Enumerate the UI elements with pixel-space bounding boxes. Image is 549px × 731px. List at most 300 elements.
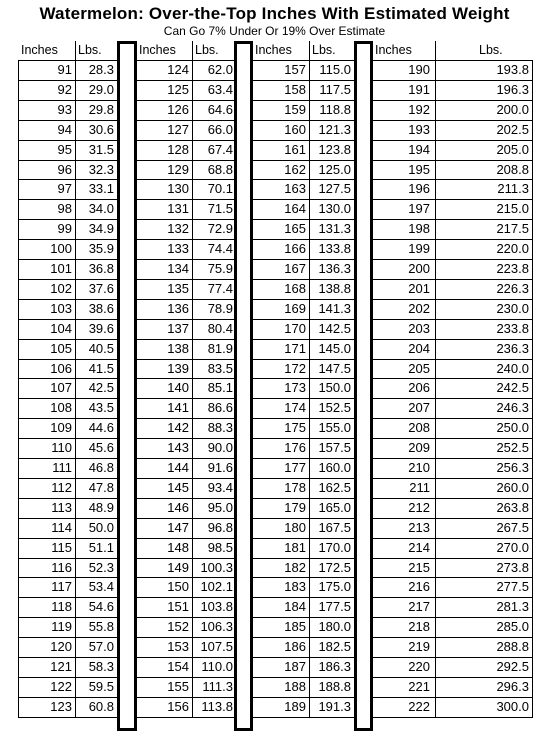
- cell-lbs: 223.8: [496, 261, 529, 276]
- cell-inches: 179: [284, 499, 306, 515]
- grid-line-horizontal: [372, 637, 533, 638]
- cell-lbs: 106.3: [200, 619, 233, 635]
- grid-line-horizontal: [18, 259, 118, 260]
- grid-line-horizontal: [136, 339, 237, 340]
- cell-lbs: 220.0: [496, 241, 529, 257]
- grid-line-horizontal: [372, 478, 533, 479]
- grid-line-horizontal: [372, 339, 533, 340]
- cell-lbs: 208.8: [496, 161, 529, 177]
- grid-line-horizontal: [252, 80, 355, 81]
- grid-line-vertical: [75, 41, 76, 60]
- cell-lbs: 117.5: [319, 81, 351, 97]
- grid-line-horizontal: [252, 160, 355, 161]
- cell-lbs: 100.3: [200, 559, 233, 575]
- cell-inches: 161: [284, 141, 306, 157]
- grid-line-horizontal: [18, 140, 118, 141]
- grid-line-horizontal: [18, 657, 118, 658]
- cell-lbs: 138.8: [318, 280, 351, 296]
- cell-lbs: 95.0: [207, 499, 233, 515]
- cell-inches: 145: [167, 479, 189, 495]
- cell-lbs: 145.0: [318, 340, 351, 356]
- grid-line-horizontal: [136, 378, 237, 379]
- cell-lbs: 91.6: [207, 460, 233, 475]
- cell-inches: 111: [52, 460, 72, 475]
- grid-line-horizontal: [252, 478, 355, 479]
- grid-line-horizontal: [136, 120, 237, 121]
- cell-lbs: 242.5: [496, 380, 529, 396]
- cell-inches: 117: [51, 579, 72, 595]
- grid-line-horizontal: [136, 478, 237, 479]
- cell-inches: 138: [167, 340, 189, 356]
- cell-inches: 104: [50, 320, 72, 336]
- cell-inches: 142: [167, 420, 189, 436]
- cell-inches: 190: [408, 62, 430, 77]
- grid-line-horizontal: [18, 239, 118, 240]
- grid-line-horizontal: [372, 160, 533, 161]
- cell-lbs: 196.3: [496, 81, 529, 97]
- header-inches: Inches: [139, 43, 176, 57]
- cell-lbs: 59.5: [88, 678, 114, 694]
- cell-inches: 182: [284, 559, 306, 575]
- cell-inches: 98: [57, 201, 72, 217]
- cell-inches: 100: [50, 241, 72, 257]
- cell-lbs: 90.0: [207, 440, 233, 456]
- header-lbs: Lbs.: [312, 43, 336, 57]
- cell-inches: 163: [284, 181, 306, 197]
- cell-inches: 197: [408, 201, 430, 217]
- cell-inches: 149: [167, 559, 189, 575]
- grid-line-horizontal: [372, 438, 533, 439]
- cell-lbs: 240.0: [496, 360, 529, 376]
- cell-inches: 97: [57, 181, 72, 197]
- cell-lbs: 29.0: [88, 81, 114, 97]
- cell-inches: 198: [408, 221, 430, 237]
- cell-lbs: 300.0: [496, 698, 529, 714]
- grid-line-horizontal: [136, 398, 237, 399]
- cell-inches: 110: [51, 440, 72, 456]
- cell-lbs: 36.8: [88, 261, 114, 276]
- cell-inches: 193: [408, 121, 430, 137]
- grid-line-horizontal: [372, 319, 533, 320]
- grid-line-horizontal: [136, 179, 237, 180]
- cell-lbs: 107.5: [200, 639, 233, 655]
- cell-inches: 114: [51, 519, 72, 535]
- grid-line-horizontal: [252, 458, 355, 459]
- cell-inches: 154: [167, 659, 189, 674]
- grid-line-horizontal: [372, 657, 533, 658]
- column-separator: [234, 41, 253, 731]
- cell-inches: 207: [408, 400, 430, 416]
- cell-inches: 128: [167, 141, 189, 157]
- cell-inches: 165: [284, 221, 306, 237]
- cell-inches: 168: [284, 280, 306, 296]
- cell-lbs: 157.5: [318, 440, 351, 456]
- grid-line-horizontal: [136, 637, 237, 638]
- cell-inches: 126: [167, 101, 189, 117]
- cell-inches: 221: [408, 678, 430, 694]
- grid-line-horizontal: [18, 597, 118, 598]
- grid-line-horizontal: [372, 299, 533, 300]
- cell-lbs: 30.6: [88, 121, 114, 137]
- cell-lbs: 131.3: [318, 221, 351, 237]
- cell-lbs: 72.9: [207, 221, 233, 237]
- header-inches: Inches: [255, 43, 292, 57]
- grid-line-horizontal: [252, 219, 355, 220]
- cell-inches: 120: [50, 639, 72, 655]
- grid-line-horizontal: [372, 80, 533, 81]
- cell-lbs: 53.4: [88, 579, 114, 595]
- cell-lbs: 165.0: [318, 499, 351, 515]
- cell-lbs: 71.5: [207, 201, 233, 217]
- cell-lbs: 47.8: [88, 479, 114, 495]
- header-inches: Inches: [21, 43, 58, 57]
- cell-inches: 189: [284, 698, 306, 714]
- grid-line-horizontal: [372, 398, 533, 399]
- grid-line-horizontal: [372, 577, 533, 578]
- cell-lbs: 74.4: [207, 241, 233, 257]
- cell-inches: 211: [409, 479, 430, 495]
- grid-line-horizontal: [18, 319, 118, 320]
- cell-lbs: 111.3: [202, 678, 233, 694]
- grid-line-horizontal: [372, 279, 533, 280]
- cell-inches: 139: [167, 360, 189, 376]
- cell-inches: 202: [408, 300, 430, 316]
- cell-lbs: 226.3: [496, 280, 529, 296]
- cell-inches: 195: [408, 161, 430, 177]
- cell-lbs: 58.3: [88, 659, 114, 674]
- cell-lbs: 263.8: [496, 499, 529, 515]
- cell-lbs: 70.1: [207, 181, 233, 197]
- grid-line-horizontal: [252, 199, 355, 200]
- cell-lbs: 60.8: [88, 698, 114, 714]
- cell-inches: 216: [408, 579, 430, 595]
- cell-inches: 156: [167, 698, 189, 714]
- cell-lbs: 43.5: [88, 400, 114, 416]
- cell-lbs: 277.5: [496, 579, 529, 595]
- cell-inches: 175: [284, 420, 306, 436]
- header-lbs: Lbs.: [195, 43, 219, 57]
- column-separator: [117, 41, 137, 731]
- cell-inches: 201: [408, 280, 430, 296]
- cell-lbs: 102.1: [200, 579, 233, 595]
- cell-lbs: 63.4: [207, 81, 233, 97]
- grid-line-horizontal: [136, 597, 237, 598]
- cell-inches: 141: [167, 400, 189, 416]
- grid-line-horizontal: [136, 319, 237, 320]
- cell-inches: 170: [284, 320, 306, 336]
- cell-inches: 160: [284, 121, 306, 137]
- cell-inches: 136: [167, 300, 189, 316]
- grid-line-horizontal: [252, 577, 355, 578]
- grid-line-horizontal: [18, 80, 118, 81]
- cell-lbs: 115.0: [319, 62, 351, 77]
- cell-inches: 105: [50, 340, 72, 356]
- cell-inches: 113: [51, 499, 72, 515]
- cell-inches: 116: [51, 559, 72, 575]
- grid-line-horizontal: [18, 617, 118, 618]
- grid-line-horizontal: [18, 677, 118, 678]
- grid-line-horizontal: [252, 677, 355, 678]
- grid-line-horizontal: [252, 140, 355, 141]
- cell-inches: 115: [51, 539, 72, 555]
- cell-inches: 187: [284, 659, 306, 674]
- cell-lbs: 230.0: [496, 300, 529, 316]
- cell-inches: 212: [408, 499, 430, 515]
- cell-lbs: 270.0: [496, 539, 529, 555]
- cell-inches: 130: [167, 181, 189, 197]
- cell-inches: 92: [57, 81, 72, 97]
- cell-lbs: 217.5: [496, 221, 529, 237]
- cell-lbs: 52.3: [88, 559, 114, 575]
- grid-line-horizontal: [372, 378, 533, 379]
- grid-line-horizontal: [252, 60, 355, 61]
- cell-lbs: 35.9: [88, 241, 114, 257]
- grid-line-horizontal: [136, 60, 237, 61]
- cell-inches: 123: [50, 698, 72, 714]
- cell-lbs: 103.8: [200, 599, 233, 615]
- cell-inches: 129: [167, 161, 189, 177]
- grid-line-horizontal: [252, 438, 355, 439]
- grid-line-vertical: [309, 41, 310, 60]
- cell-inches: 121: [50, 659, 72, 674]
- cell-lbs: 38.6: [88, 300, 114, 316]
- cell-lbs: 170.0: [318, 539, 351, 555]
- cell-inches: 137: [167, 320, 189, 336]
- cell-lbs: 141.3: [318, 300, 351, 316]
- cell-lbs: 44.6: [88, 420, 114, 436]
- cell-lbs: 202.5: [496, 121, 529, 137]
- cell-lbs: 67.4: [207, 141, 233, 157]
- cell-inches: 96: [57, 161, 72, 177]
- cell-inches: 178: [284, 479, 306, 495]
- grid-line-horizontal: [18, 339, 118, 340]
- header-inches: Inches: [375, 43, 412, 57]
- grid-line-horizontal: [18, 179, 118, 180]
- grid-line-horizontal: [252, 418, 355, 419]
- cell-lbs: 68.8: [207, 161, 233, 177]
- cell-lbs: 281.3: [496, 599, 529, 615]
- grid-line-horizontal: [136, 199, 237, 200]
- cell-lbs: 136.3: [318, 261, 351, 276]
- cell-inches: 183: [284, 579, 306, 595]
- cell-inches: 99: [57, 221, 72, 237]
- grid-line-horizontal: [18, 120, 118, 121]
- cell-inches: 148: [167, 539, 189, 555]
- grid-line-horizontal: [136, 160, 237, 161]
- cell-lbs: 252.5: [496, 440, 529, 456]
- cell-inches: 91: [57, 62, 72, 77]
- cell-lbs: 77.4: [207, 280, 233, 296]
- grid-line-horizontal: [372, 558, 533, 559]
- cell-lbs: 50.0: [88, 519, 114, 535]
- cell-lbs: 167.5: [318, 519, 351, 535]
- grid-line-horizontal: [372, 418, 533, 419]
- cell-lbs: 33.1: [88, 181, 114, 197]
- cell-lbs: 96.8: [207, 519, 233, 535]
- grid-line-horizontal: [136, 279, 237, 280]
- cell-lbs: 162.5: [318, 479, 351, 495]
- grid-line-horizontal: [372, 199, 533, 200]
- grid-line-horizontal: [136, 259, 237, 260]
- cell-inches: 131: [167, 201, 189, 217]
- cell-lbs: 142.5: [318, 320, 351, 336]
- cell-lbs: 175.0: [318, 579, 351, 595]
- grid-line-horizontal: [136, 140, 237, 141]
- cell-inches: 215: [408, 559, 430, 575]
- cell-inches: 140: [167, 380, 189, 396]
- cell-inches: 222: [408, 698, 430, 714]
- cell-lbs: 88.3: [207, 420, 233, 436]
- grid-line-horizontal: [252, 239, 355, 240]
- cell-lbs: 177.5: [318, 599, 351, 615]
- cell-lbs: 211.3: [497, 181, 529, 197]
- cell-lbs: 42.5: [88, 380, 114, 396]
- cell-inches: 162: [284, 161, 306, 177]
- cell-inches: 220: [408, 659, 430, 674]
- cell-lbs: 182.5: [318, 639, 351, 655]
- cell-lbs: 180.0: [318, 619, 351, 635]
- cell-inches: 107: [50, 380, 72, 396]
- cell-lbs: 121.3: [318, 121, 351, 137]
- cell-lbs: 246.3: [496, 400, 529, 416]
- grid-line-horizontal: [252, 697, 355, 698]
- cell-lbs: 215.0: [496, 201, 529, 217]
- cell-lbs: 78.9: [207, 300, 233, 316]
- cell-lbs: 81.9: [207, 340, 233, 356]
- cell-lbs: 34.0: [88, 201, 114, 217]
- grid-line-horizontal: [18, 398, 118, 399]
- grid-line-horizontal: [372, 179, 533, 180]
- cell-inches: 204: [408, 340, 430, 356]
- cell-inches: 151: [167, 599, 189, 615]
- cell-inches: 214: [408, 539, 430, 555]
- grid-line-horizontal: [18, 518, 118, 519]
- grid-line-horizontal: [252, 558, 355, 559]
- cell-inches: 166: [284, 241, 306, 257]
- cell-lbs: 41.5: [88, 360, 114, 376]
- cell-lbs: 34.9: [88, 221, 114, 237]
- cell-lbs: 40.5: [88, 340, 114, 356]
- cell-lbs: 28.3: [88, 62, 114, 77]
- grid-line-horizontal: [18, 697, 118, 698]
- cell-inches: 101: [50, 261, 72, 276]
- cell-inches: 164: [284, 201, 306, 217]
- grid-line-horizontal: [18, 478, 118, 479]
- column-separator: [354, 41, 373, 731]
- cell-lbs: 205.0: [496, 141, 529, 157]
- cell-inches: 172: [284, 360, 306, 376]
- grid-line-horizontal: [18, 418, 118, 419]
- cell-inches: 177: [284, 460, 306, 475]
- cell-inches: 208: [408, 420, 430, 436]
- cell-inches: 217: [408, 599, 430, 615]
- grid-line-horizontal: [136, 80, 237, 81]
- grid-line-horizontal: [372, 538, 533, 539]
- grid-line-horizontal: [136, 359, 237, 360]
- cell-inches: 219: [408, 639, 430, 655]
- grid-line-horizontal: [252, 498, 355, 499]
- cell-lbs: 125.0: [318, 161, 351, 177]
- grid-line-horizontal: [136, 219, 237, 220]
- cell-inches: 169: [284, 300, 306, 316]
- grid-line-horizontal: [252, 319, 355, 320]
- grid-line-horizontal: [18, 538, 118, 539]
- grid-line-vertical: [192, 41, 193, 60]
- cell-inches: 185: [284, 619, 306, 635]
- grid-line-horizontal: [372, 120, 533, 121]
- cell-inches: 125: [167, 81, 189, 97]
- cell-inches: 186: [284, 639, 306, 655]
- cell-inches: 124: [167, 62, 189, 77]
- cell-inches: 203: [408, 320, 430, 336]
- grid-line-horizontal: [252, 657, 355, 658]
- cell-inches: 153: [167, 639, 189, 655]
- cell-inches: 191: [408, 81, 430, 97]
- grid-line-horizontal: [18, 160, 118, 161]
- cell-inches: 94: [57, 121, 72, 137]
- cell-inches: 192: [408, 101, 430, 117]
- cell-lbs: 51.1: [88, 539, 114, 555]
- grid-line-horizontal: [136, 677, 237, 678]
- grid-line-horizontal: [252, 120, 355, 121]
- cell-lbs: 37.6: [88, 280, 114, 296]
- cell-lbs: 188.8: [318, 678, 351, 694]
- cell-lbs: 267.5: [496, 519, 529, 535]
- cell-lbs: 186.3: [318, 659, 351, 674]
- cell-inches: 213: [408, 519, 430, 535]
- cell-lbs: 118.8: [319, 101, 351, 117]
- cell-inches: 103: [50, 300, 72, 316]
- grid-line-horizontal: [252, 279, 355, 280]
- cell-inches: 135: [167, 280, 189, 296]
- grid-line-horizontal: [136, 518, 237, 519]
- cell-lbs: 66.0: [207, 121, 233, 137]
- grid-line-horizontal: [18, 717, 118, 718]
- grid-line-horizontal: [136, 458, 237, 459]
- cell-lbs: 85.1: [207, 380, 233, 396]
- cell-lbs: 86.6: [207, 400, 233, 416]
- cell-lbs: 150.0: [318, 380, 351, 396]
- grid-line-horizontal: [252, 597, 355, 598]
- grid-line-horizontal: [136, 239, 237, 240]
- cell-lbs: 31.5: [88, 141, 114, 157]
- cell-inches: 152: [167, 619, 189, 635]
- grid-line-horizontal: [252, 339, 355, 340]
- grid-line-horizontal: [136, 717, 237, 718]
- cell-inches: 133: [167, 241, 189, 257]
- cell-inches: 93: [57, 101, 72, 117]
- page-subtitle: Can Go 7% Under Or 19% Over Estimate: [163, 24, 386, 38]
- cell-inches: 174: [284, 400, 306, 416]
- grid-line-horizontal: [372, 458, 533, 459]
- cell-lbs: 172.5: [318, 559, 351, 575]
- cell-inches: 102: [50, 280, 72, 296]
- grid-line-horizontal: [252, 259, 355, 260]
- cell-inches: 180: [284, 519, 306, 535]
- cell-lbs: 98.5: [207, 539, 233, 555]
- cell-inches: 181: [284, 539, 306, 555]
- grid-line-horizontal: [372, 697, 533, 698]
- grid-line-horizontal: [136, 498, 237, 499]
- grid-line-horizontal: [18, 60, 118, 61]
- grid-line-horizontal: [18, 438, 118, 439]
- cell-lbs: 193.8: [496, 62, 529, 77]
- cell-lbs: 292.5: [496, 659, 529, 674]
- cell-lbs: 288.8: [496, 639, 529, 655]
- cell-inches: 205: [408, 360, 430, 376]
- grid-line-horizontal: [18, 558, 118, 559]
- grid-line-horizontal: [372, 140, 533, 141]
